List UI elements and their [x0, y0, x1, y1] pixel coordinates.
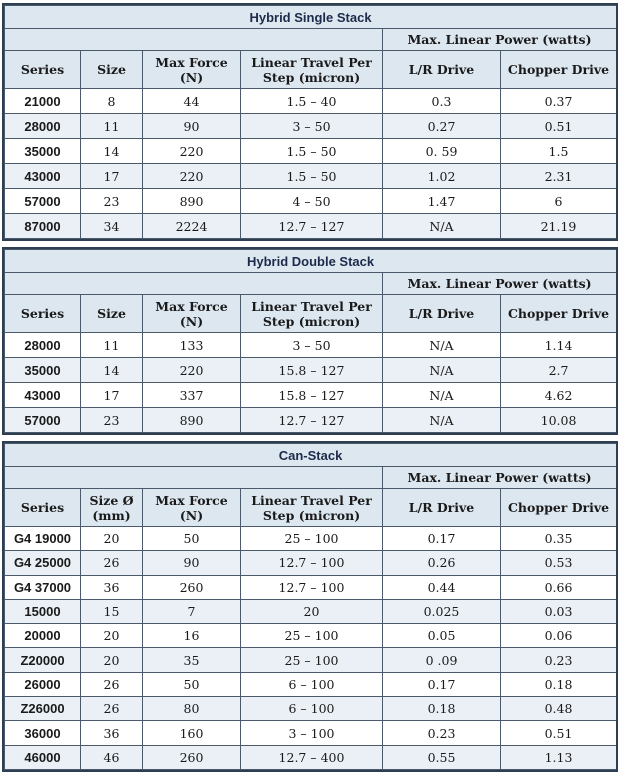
column-header-series: Series	[5, 51, 81, 89]
power-group-header: Max. Linear Power (watts)	[383, 467, 617, 489]
column-header-max-force: Max Force (N)	[143, 51, 241, 89]
value-cell: 90	[143, 551, 241, 575]
spec-table	[4, 5, 617, 239]
series-cell: 35000	[5, 358, 81, 383]
series-cell: 57000	[5, 189, 81, 214]
value-cell: 16	[143, 624, 241, 648]
column-group-row	[5, 467, 617, 489]
value-cell: 1.02	[383, 164, 501, 189]
value-cell: 0.66	[501, 575, 617, 599]
value-cell: 1.14	[501, 333, 617, 358]
column-header-chopper-drive: Chopper Drive	[501, 295, 617, 333]
value-cell: 6 – 100	[241, 697, 383, 721]
value-cell: 1.13	[501, 745, 617, 769]
series-cell: 43000	[5, 164, 81, 189]
value-cell: 20	[81, 624, 143, 648]
group-spacer	[5, 29, 383, 51]
value-cell: 12.7 – 100	[241, 575, 383, 599]
series-cell: Z20000	[5, 648, 81, 672]
column-header-lr-drive: L/R Drive	[383, 295, 501, 333]
table-row	[5, 333, 617, 358]
column-header-max-force: Max Force (N)	[143, 489, 241, 527]
value-cell: 160	[143, 721, 241, 745]
value-cell: 0.3	[383, 89, 501, 114]
table-title-row	[5, 444, 617, 467]
power-group-header: Max. Linear Power (watts)	[383, 29, 617, 51]
power-group-header: Max. Linear Power (watts)	[383, 273, 617, 295]
table-row	[5, 89, 617, 114]
table-title: Hybrid Double Stack	[5, 250, 617, 273]
table-row	[5, 697, 617, 721]
column-header-row	[5, 295, 617, 333]
value-cell: 11	[81, 114, 143, 139]
table-row	[5, 383, 617, 408]
value-cell: 0.03	[501, 599, 617, 623]
value-cell: 1.5 – 50	[241, 164, 383, 189]
value-cell: 17	[81, 164, 143, 189]
table-row	[5, 114, 617, 139]
value-cell: 0.17	[383, 672, 501, 696]
column-header-linear-travel: Linear Travel Per Step (micron)	[241, 51, 383, 89]
value-cell: 1.5 – 40	[241, 89, 383, 114]
value-cell: 35	[143, 648, 241, 672]
value-cell: 23	[81, 189, 143, 214]
series-cell: 43000	[5, 383, 81, 408]
column-header-row	[5, 51, 617, 89]
series-cell: 26000	[5, 672, 81, 696]
value-cell: 260	[143, 745, 241, 769]
column-header-linear-travel: Linear Travel Per Step (micron)	[241, 295, 383, 333]
value-cell: 0.35	[501, 527, 617, 551]
value-cell: 2.31	[501, 164, 617, 189]
value-cell: 0.05	[383, 624, 501, 648]
value-cell: 17	[81, 383, 143, 408]
spec-table	[4, 249, 617, 433]
value-cell: 0.06	[501, 624, 617, 648]
table-title-row	[5, 250, 617, 273]
value-cell: 50	[143, 527, 241, 551]
table-title: Hybrid Single Stack	[5, 6, 617, 29]
value-cell: 0.18	[383, 697, 501, 721]
value-cell: 1.5	[501, 139, 617, 164]
value-cell: 26	[81, 551, 143, 575]
series-cell: 57000	[5, 408, 81, 433]
value-cell: 0.27	[383, 114, 501, 139]
value-cell: 1.5 – 50	[241, 139, 383, 164]
series-cell: G4 19000	[5, 527, 81, 551]
value-cell: 12.7 – 400	[241, 745, 383, 769]
value-cell: N/A	[383, 383, 501, 408]
value-cell: 44	[143, 89, 241, 114]
value-cell: 3 – 100	[241, 721, 383, 745]
value-cell: N/A	[383, 214, 501, 239]
series-cell: 15000	[5, 599, 81, 623]
value-cell: 12.7 – 127	[241, 214, 383, 239]
value-cell: 14	[81, 358, 143, 383]
column-header-size-dia: Size Ø (mm)	[81, 489, 143, 527]
series-cell: 28000	[5, 114, 81, 139]
value-cell: 2.7	[501, 358, 617, 383]
value-cell: 50	[143, 672, 241, 696]
table-title: Can-Stack	[5, 444, 617, 467]
column-header-lr-drive: L/R Drive	[383, 51, 501, 89]
value-cell: 23	[81, 408, 143, 433]
value-cell: 0.51	[501, 721, 617, 745]
value-cell: 90	[143, 114, 241, 139]
value-cell: 10.08	[501, 408, 617, 433]
value-cell: 12.7 – 100	[241, 551, 383, 575]
value-cell: 337	[143, 383, 241, 408]
value-cell: 1.47	[383, 189, 501, 214]
table-row	[5, 551, 617, 575]
value-cell: 0.17	[383, 527, 501, 551]
value-cell: 7	[143, 599, 241, 623]
value-cell: 0.025	[383, 599, 501, 623]
table-row	[5, 358, 617, 383]
table-row	[5, 164, 617, 189]
value-cell: 0.53	[501, 551, 617, 575]
value-cell: 80	[143, 697, 241, 721]
value-cell: N/A	[383, 408, 501, 433]
series-cell: 28000	[5, 333, 81, 358]
value-cell: 0.37	[501, 89, 617, 114]
value-cell: 8	[81, 89, 143, 114]
value-cell: 260	[143, 575, 241, 599]
series-cell: Z26000	[5, 697, 81, 721]
value-cell: 0.44	[383, 575, 501, 599]
value-cell: 4 – 50	[241, 189, 383, 214]
value-cell: 26	[81, 697, 143, 721]
column-header-size: Size	[81, 295, 143, 333]
value-cell: 890	[143, 408, 241, 433]
table-row	[5, 624, 617, 648]
column-header-chopper-drive: Chopper Drive	[501, 489, 617, 527]
series-cell: 20000	[5, 624, 81, 648]
series-cell: 21000	[5, 89, 81, 114]
value-cell: 220	[143, 139, 241, 164]
value-cell: 133	[143, 333, 241, 358]
column-header-linear-travel: Linear Travel Per Step (micron)	[241, 489, 383, 527]
value-cell: 0.18	[501, 672, 617, 696]
column-header-chopper-drive: Chopper Drive	[501, 51, 617, 89]
value-cell: 0.55	[383, 745, 501, 769]
table-row	[5, 408, 617, 433]
table-row	[5, 648, 617, 672]
value-cell: N/A	[383, 358, 501, 383]
value-cell: 25 – 100	[241, 648, 383, 672]
column-header-series: Series	[5, 295, 81, 333]
value-cell: 890	[143, 189, 241, 214]
value-cell: 3 – 50	[241, 333, 383, 358]
series-cell: 36000	[5, 721, 81, 745]
column-header-size: Size	[81, 51, 143, 89]
value-cell: 3 – 50	[241, 114, 383, 139]
value-cell: 0.26	[383, 551, 501, 575]
value-cell: 220	[143, 164, 241, 189]
column-header-max-force: Max Force (N)	[143, 295, 241, 333]
value-cell: 34	[81, 214, 143, 239]
group-spacer	[5, 273, 383, 295]
value-cell: 14	[81, 139, 143, 164]
value-cell: N/A	[383, 333, 501, 358]
spec-table	[4, 443, 617, 770]
value-cell: 36	[81, 721, 143, 745]
value-cell: 0.23	[501, 648, 617, 672]
value-cell: 0 .09	[383, 648, 501, 672]
table-title-row	[5, 6, 617, 29]
column-group-row	[5, 29, 617, 51]
value-cell: 20	[81, 648, 143, 672]
value-cell: 0. 59	[383, 139, 501, 164]
series-cell: G4 37000	[5, 575, 81, 599]
value-cell: 46	[81, 745, 143, 769]
table-row	[5, 721, 617, 745]
value-cell: 25 – 100	[241, 527, 383, 551]
series-cell: G4 25000	[5, 551, 81, 575]
value-cell: 12.7 – 127	[241, 408, 383, 433]
column-header-series: Series	[5, 489, 81, 527]
table-row	[5, 745, 617, 769]
value-cell: 26	[81, 672, 143, 696]
value-cell: 36	[81, 575, 143, 599]
value-cell: 0.48	[501, 697, 617, 721]
column-header-lr-drive: L/R Drive	[383, 489, 501, 527]
value-cell: 15.8 – 127	[241, 358, 383, 383]
series-cell: 46000	[5, 745, 81, 769]
table-row	[5, 139, 617, 164]
table-row	[5, 527, 617, 551]
table-row	[5, 214, 617, 239]
table-row	[5, 672, 617, 696]
value-cell: 21.19	[501, 214, 617, 239]
group-spacer	[5, 467, 383, 489]
column-header-row	[5, 489, 617, 527]
value-cell: 6 – 100	[241, 672, 383, 696]
series-cell: 87000	[5, 214, 81, 239]
column-group-row	[5, 273, 617, 295]
value-cell: 20	[81, 527, 143, 551]
table-row	[5, 575, 617, 599]
value-cell: 4.62	[501, 383, 617, 408]
value-cell: 0.23	[383, 721, 501, 745]
value-cell: 15.8 – 127	[241, 383, 383, 408]
value-cell: 0.51	[501, 114, 617, 139]
value-cell: 25 – 100	[241, 624, 383, 648]
value-cell: 11	[81, 333, 143, 358]
value-cell: 15	[81, 599, 143, 623]
value-cell: 220	[143, 358, 241, 383]
value-cell: 6	[501, 189, 617, 214]
table-row	[5, 599, 617, 623]
value-cell: 2224	[143, 214, 241, 239]
table-row	[5, 189, 617, 214]
value-cell: 20	[241, 599, 383, 623]
series-cell: 35000	[5, 139, 81, 164]
